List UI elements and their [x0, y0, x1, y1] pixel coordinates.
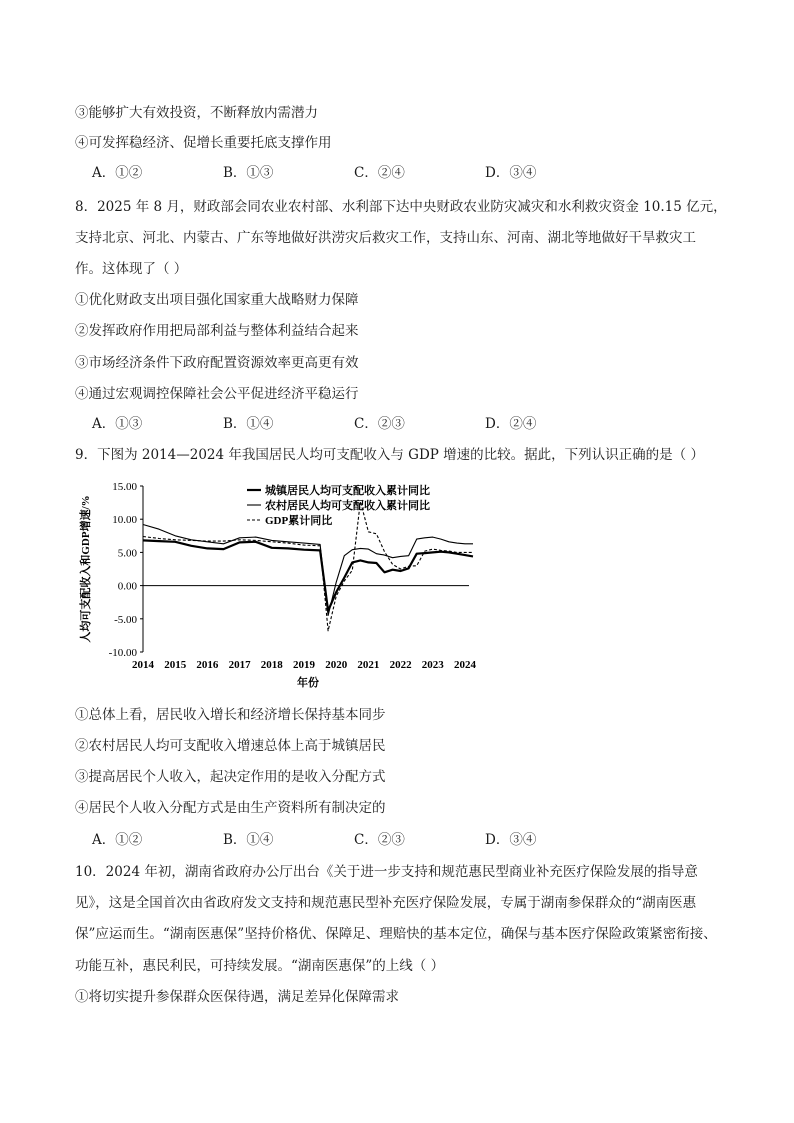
q8-choice-a[interactable]: A．①③ [92, 416, 143, 432]
q8-choice-c[interactable]: C．②③ [354, 416, 405, 432]
q9-choice-d[interactable]: D．③④ [485, 832, 537, 848]
y-tick-label: 10.00 [112, 514, 137, 527]
x-tick-label: 2021 [357, 659, 380, 671]
x-tick-label: 2016 [196, 659, 219, 671]
x-axis-label: 年份 [297, 677, 319, 689]
series-line-2 [143, 525, 473, 616]
income-gdp-chart-svg [72, 476, 492, 692]
q9-stem: 9．下图为 2014—2024 年我国居民人均可支配收入与 GDP 增速的比较。据此，下列认识正确的是（ ） [75, 447, 704, 463]
y-tick-label: 0.00 [117, 580, 137, 593]
q8-stem-line-2: 支持北京、河北、内蒙古、广东等地做好洪涝灾后救灾工作，支持山东、河南、湖北等地做好干旱救灾工 [75, 230, 696, 246]
y-tick-label: -10.00 [108, 647, 137, 659]
y-axis-label: 人均可支配收入和GDP增速/% [80, 495, 92, 643]
q10-stem-line-4: 功能互补，惠民利民，可持续发展。“湖南医惠保”的上线（ ） [75, 958, 445, 974]
q10-stem-line-3: 保”应运而生。“湖南医惠保”坚持价格优、保障足、理赔快的基本定位，确保与基本医疗保险政策紧密衔接、 [75, 926, 717, 942]
x-tick-label: 2020 [325, 659, 348, 671]
x-tick-label: 2022 [389, 659, 412, 671]
q9-option-3: ③提高居民个人收入，起决定作用的是收入分配方式 [75, 769, 386, 785]
legend-label-1: 城镇居民人均可支配收入累计同比 [265, 485, 430, 497]
q8-choice-b[interactable]: B．①④ [223, 416, 274, 432]
legend-label-2: 农村居民人均可支配收入累计同比 [265, 500, 430, 512]
q8-option-2: ②发挥政府作用把局部利益与整体利益结合起来 [75, 323, 359, 339]
q8-option-1: ①优化财政支出项目强化国家重大战略财力保障 [75, 292, 359, 308]
x-tick-label: 2023 [421, 659, 444, 671]
q7-choice-d[interactable]: D．③④ [485, 165, 537, 181]
q9-choice-c[interactable]: C．②③ [354, 832, 405, 848]
y-tick-label: 15.00 [112, 481, 137, 493]
legend-label-3: GDP累计同比 [265, 515, 333, 527]
q7-option-4: ④可发挥稳经济、促增长重要托底支撑作用 [75, 135, 332, 151]
q9-choice-a[interactable]: A．①② [92, 832, 143, 848]
q9-choice-b[interactable]: B．①④ [223, 832, 274, 848]
q8-option-4: ④通过宏观调控保障社会公平促进经济平稳运行 [75, 386, 359, 402]
q7-choice-b[interactable]: B．①③ [223, 165, 274, 181]
x-tick-label: 2017 [228, 659, 251, 671]
q7-choice-c[interactable]: C．②④ [354, 165, 405, 181]
q10-stem-line-2: 见》，这是全国首次由省政府发文支持和规范惠民型补充医疗保险发展，专属于湖南参保群众的“湖南医惠 [75, 895, 697, 911]
y-tick-label: -5.00 [114, 613, 137, 626]
x-tick-label: 2019 [293, 659, 315, 671]
q7-option-3: ③能够扩大有效投资，不断释放内需潜力 [75, 105, 318, 121]
q8-stem-line-1: 8．2025 年 8 月，财政部会同农业农村部、水利部下达中央财政农业防灾减灾和水利救灾资金 10.15 亿元， [75, 199, 727, 215]
x-tick-label: 2024 [454, 659, 476, 671]
x-tick-label: 2015 [164, 659, 187, 671]
q10-stem-line-1: 10．2024 年初，湖南省政府办公厅出台《关于进一步支持和规范惠民型商业补充医疗保险发展的指导意 [75, 864, 698, 880]
q9-option-1: ①总体上看，居民收入增长和经济增长保持基本同步 [75, 707, 386, 723]
q9-option-4: ④居民个人收入分配方式是由生产资料所有制决定的 [75, 800, 386, 816]
x-tick-label: 2014 [132, 659, 154, 671]
y-tick-label: 5.00 [117, 547, 137, 560]
q7-choice-a[interactable]: A．①② [92, 165, 143, 181]
q10-option-1: ①将切实提升参保群众医保待遇，满足差异化保障需求 [75, 989, 399, 1005]
q8-choice-d[interactable]: D．②④ [485, 416, 537, 432]
income-gdp-chart [72, 476, 492, 692]
q8-stem-line-3: 作。这体现了（ ） [75, 261, 188, 277]
q9-option-2: ②农村居民人均可支配收入增速总体上高于城镇居民 [75, 738, 386, 754]
x-tick-label: 2018 [260, 659, 283, 671]
q8-option-3: ③市场经济条件下政府配置资源效率更高更有效 [75, 355, 359, 371]
series-line-1 [143, 540, 473, 610]
